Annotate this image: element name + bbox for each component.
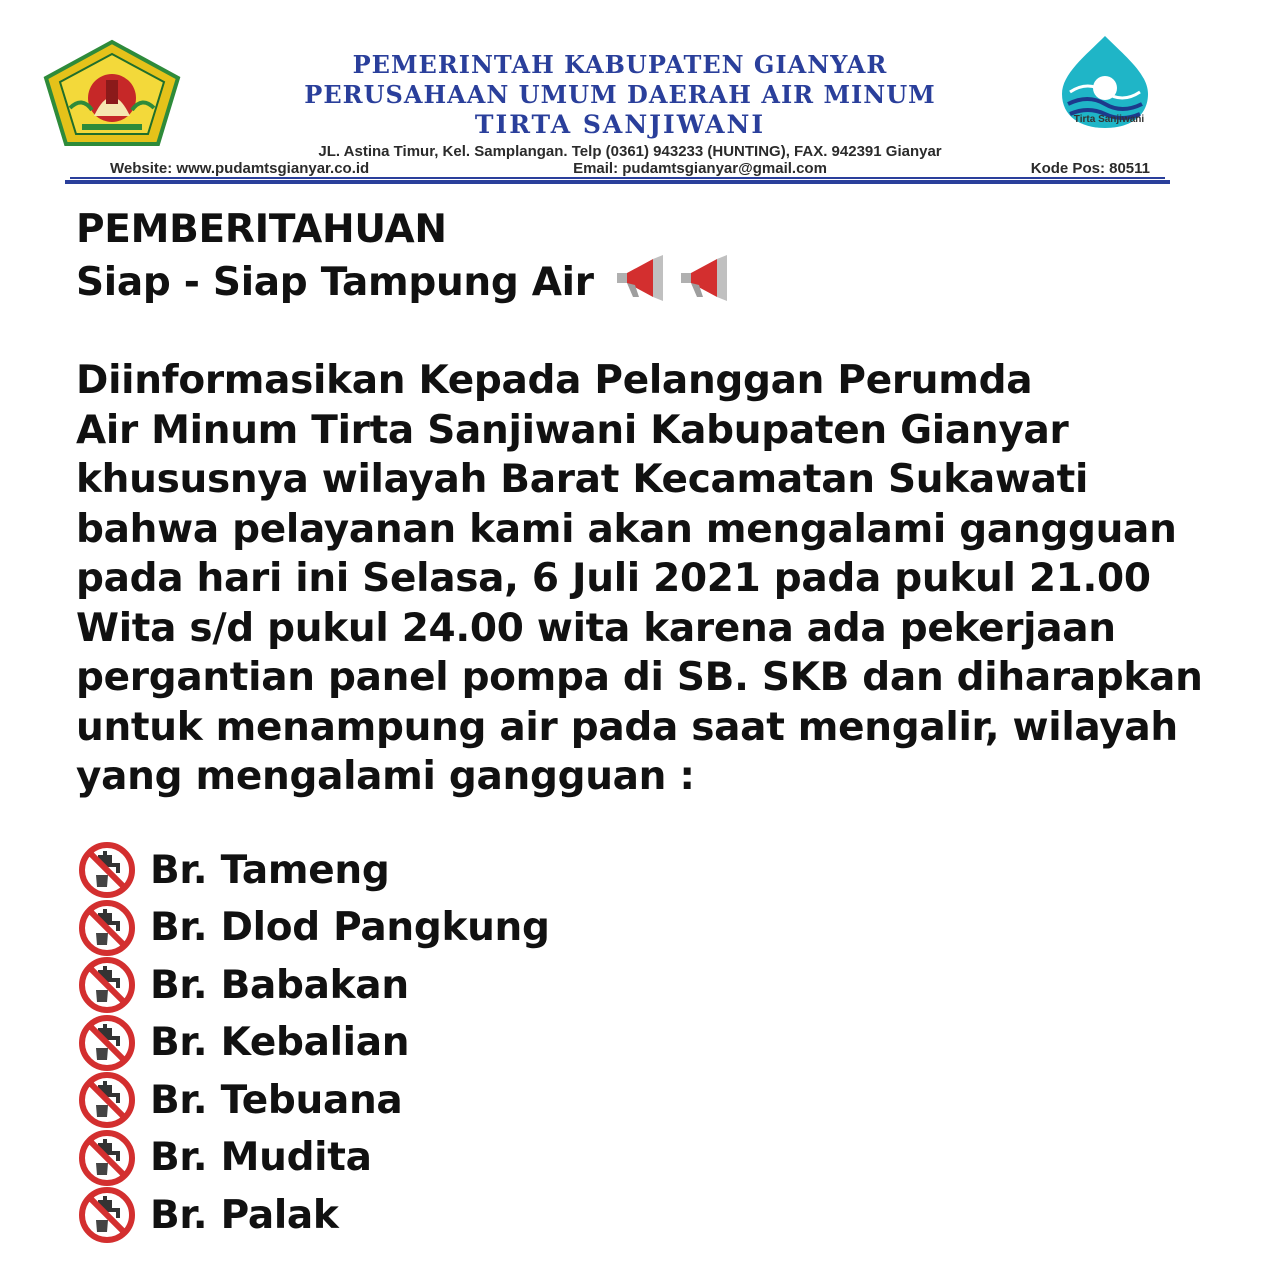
- letterhead-line-2: PERUSAHAAN UMUM DAERAH AIR MINUM: [304, 80, 936, 109]
- letterhead-website: Website: www.pudamtsgianyar.co.id: [110, 160, 370, 177]
- notice-subheading: Siap - Siap Tampung Air: [76, 259, 594, 305]
- letterhead-divider-thick: [65, 180, 1170, 184]
- megaphone-icon: [677, 255, 735, 301]
- non-potable-water-icon: [78, 956, 136, 1014]
- affected-area-list: [76, 842, 1246, 1245]
- area-name: Br. Dlod Pangkung: [150, 905, 550, 950]
- non-potable-water-icon: [78, 1014, 136, 1072]
- notice-heading: PEMBERITAHUAN: [76, 207, 447, 252]
- non-potable-water-icon: [78, 1129, 136, 1187]
- area-name: Br. Mudita: [150, 1135, 372, 1180]
- notice-body-line: Wita s/d pukul 24.00 wita karena ada pekerjaan: [76, 605, 1116, 651]
- notice-body-line: untuk menampung air pada saat mengalir, wilayah: [76, 704, 1178, 750]
- letterhead-postcode: Kode Pos: 80511: [1030, 160, 1150, 177]
- letterhead-contact-row: [100, 160, 1160, 177]
- notice-body-line: yang mengalami gangguan :: [76, 754, 695, 799]
- right-logo-label: Tirta Sanjiwani: [1073, 114, 1145, 125]
- area-name: Br. Kebalian: [150, 1020, 410, 1065]
- list-item: [76, 842, 1246, 900]
- area-name: Br. Tameng: [150, 847, 390, 893]
- letterhead: [0, 0, 1280, 190]
- area-name: Br. Tebuana: [150, 1077, 403, 1123]
- list-item: [76, 1072, 1246, 1130]
- area-name: Br. Palak: [150, 1192, 339, 1238]
- notice-body-line: khususnya wilayah Barat Kecamatan Sukawati: [76, 457, 1089, 502]
- area-name: Br. Babakan: [150, 962, 409, 1008]
- spacer: [76, 307, 1246, 356]
- letterhead-divider-thin: [70, 177, 1165, 179]
- non-potable-water-icon: [78, 1186, 136, 1244]
- notice-body-line: Air Minum Tirta Sanjiwani Kabupaten Gianyar: [76, 407, 1069, 453]
- notice-content: [76, 205, 1246, 1244]
- non-potable-water-icon: [78, 841, 136, 899]
- notice-body-line: pada hari ini Selasa, 6 Juli 2021 pada pukul 21.00: [76, 556, 1151, 601]
- megaphone-icon: [613, 255, 671, 301]
- non-potable-water-icon: [78, 1071, 136, 1129]
- notice-body-line: pergantian panel pompa di SB. SKB dan diharapkan: [76, 655, 1203, 700]
- list-item: [76, 899, 1246, 957]
- letterhead-line-3: TIRTA SANJIWANI: [474, 110, 766, 139]
- notice-body: [76, 356, 1246, 802]
- notice-subheading-row: [76, 255, 1246, 308]
- non-potable-water-icon: [78, 899, 136, 957]
- gianyar-emblem-icon: [42, 38, 182, 148]
- letterhead-line-1: PEMERINTAH KABUPATEN GIANYAR: [352, 50, 888, 79]
- letterhead-address: JL. Astina Timur, Kel. Samplangan. Telp (0361) 943233 (HUNTING), FAX. 942391 Gianyar: [318, 143, 942, 160]
- list-item: [76, 1187, 1246, 1245]
- letterhead-email: Email: pudamtsgianyar@gmail.com: [573, 160, 827, 177]
- list-item: [76, 1129, 1246, 1187]
- notice-body-line: Diinformasikan Kepada Pelanggan Perumda: [76, 358, 1033, 403]
- list-item: [76, 957, 1246, 1015]
- list-item: [76, 1014, 1246, 1072]
- notice-body-line: bahwa pelayanan kami akan mengalami gangguan: [76, 506, 1177, 552]
